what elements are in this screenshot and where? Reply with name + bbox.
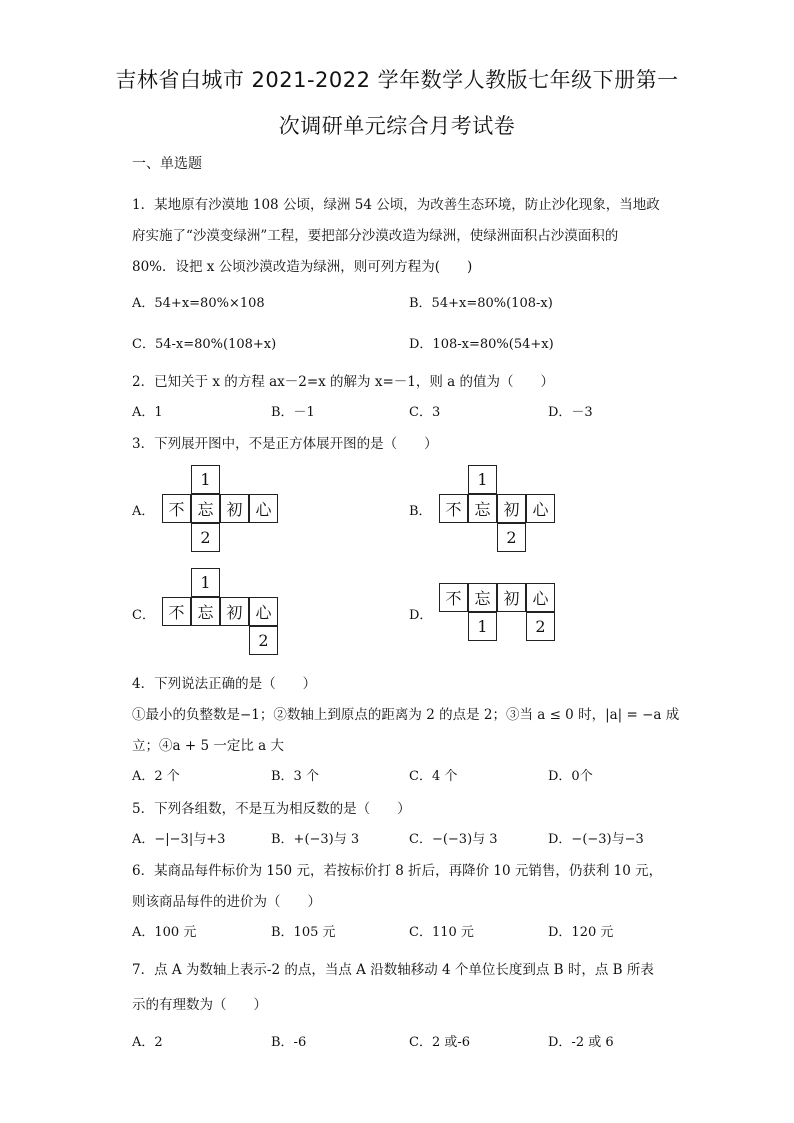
section-heading: 一、单选题	[132, 156, 202, 172]
net-cell: 忘	[191, 597, 220, 626]
net-cell: 初	[220, 494, 249, 523]
q6-text-line2: 则该商品每件的进价为（ ）	[132, 894, 321, 910]
net-cell: 心	[249, 597, 278, 626]
net-cell: 忘	[468, 494, 497, 523]
q2-option-a: A．1	[132, 405, 163, 420]
q1-option-a: A．54+x=80%×108	[132, 296, 265, 311]
q2-option-c: C．3	[409, 405, 441, 420]
q7-text-line2: 示的有理数为（ ）	[132, 997, 267, 1013]
exam-title-line2: 次调研单元综合月考试卷	[278, 114, 516, 138]
net-cell: 不	[162, 597, 191, 626]
q2-option-b: B．－1	[271, 405, 315, 420]
q4-option-b: B．3 个	[271, 769, 319, 784]
net-cell: 2	[191, 523, 220, 552]
q1-text-line2: 府实施了“沙漠变绿洲”工程，要把部分沙漠改造为绿洲，使绿洲面积占沙漠面积的	[132, 228, 619, 244]
q3-text: 3．下列展开图中，不是正方体展开图的是（ ）	[132, 436, 438, 452]
q5-option-b: B．+(−3)与 3	[271, 832, 360, 847]
net-cell: 不	[439, 494, 468, 523]
net-cell: 1	[468, 612, 497, 641]
q5-option-a: A．−|−3|与+3	[132, 832, 226, 847]
net-cell: 初	[220, 597, 249, 626]
q5-text: 5．下列各组数，不是互为相反数的是（ ）	[132, 801, 411, 817]
net-cell: 初	[497, 494, 526, 523]
q4-statement-line1: ①最小的负整数是−1；②数轴上到原点的距离为 2 的点是 2；③当 a ≤ 0 时，|a| = −a 成	[132, 707, 680, 723]
net-cell: 初	[497, 583, 526, 612]
q2-text: 2．已知关于 x 的方程 ax－2=x 的解为 x=－1，则 a 的值为（ ）	[132, 374, 554, 390]
net-cell: 忘	[191, 494, 220, 523]
net-cell: 1	[191, 568, 220, 597]
q6-option-a: A．100 元	[132, 925, 197, 940]
net-cell: 1	[468, 465, 497, 494]
q2-option-d: D．－3	[548, 405, 593, 420]
net-cell: 2	[526, 612, 555, 641]
net-cell: 不	[162, 494, 191, 523]
net-cell: 心	[526, 494, 555, 523]
q7-option-b: B．-6	[271, 1035, 307, 1050]
q3-option-d-label: D．	[409, 608, 433, 623]
q7-option-a: A．2	[132, 1035, 163, 1050]
q6-option-d: D．120 元	[548, 925, 614, 940]
q1-text-line1: 1．某地原有沙漠地 108 公顷，绿洲 54 公顷，为改善生态环境，防止沙化现象，当地政	[132, 197, 660, 213]
q3-option-c-label: C．	[132, 608, 155, 623]
q5-option-d: D．−(−3)与−3	[548, 832, 644, 847]
net-cell: 不	[439, 583, 468, 612]
q4-option-c: C．4 个	[409, 769, 458, 784]
q3-option-a-label: A．	[132, 504, 155, 519]
net-cell: 心	[249, 494, 278, 523]
q1-option-d: D．108-x=80%(54+x)	[409, 337, 554, 352]
q7-text-line1: 7．点 A 为数轴上表示-2 的点，当点 A 沿数轴移动 4 个单位长度到点 B 时，点 B 所表	[132, 962, 654, 978]
q4-statement-line2: 立；④a + 5 一定比 a 大	[132, 738, 284, 754]
net-cell: 2	[497, 523, 526, 552]
q4-option-a: A．2 个	[132, 769, 180, 784]
q7-option-d: D．-2 或 6	[548, 1035, 614, 1050]
q5-option-c: C．−(−3)与 3	[409, 832, 498, 847]
net-cell: 1	[191, 465, 220, 494]
q6-option-b: B．105 元	[271, 925, 336, 940]
q6-option-c: C．110 元	[409, 925, 474, 940]
exam-title-line1: 吉林省白城市 2021-2022 学年数学人教版七年级下册第一	[115, 68, 679, 92]
net-cell: 忘	[468, 583, 497, 612]
q4-option-d: D．0个	[548, 769, 593, 784]
q1-option-c: C．54-x=80%(108+x)	[132, 337, 277, 352]
q6-text-line1: 6．某商品每件标价为 150 元，若按标价打 8 折后，再降价 10 元销售，仍获利 10 元，	[132, 863, 663, 879]
q1-option-b: B．54+x=80%(108-x)	[409, 296, 553, 311]
q4-text: 4．下列说法正确的是（ ）	[132, 676, 317, 692]
q7-option-c: C．2 或-6	[409, 1035, 471, 1050]
net-cell: 心	[526, 583, 555, 612]
q1-text-line3: 80%．设把 x 公顷沙漠改造为绿洲，则可列方程为( )	[132, 259, 473, 275]
net-cell: 2	[249, 626, 278, 655]
q3-option-b-label: B．	[409, 504, 432, 519]
